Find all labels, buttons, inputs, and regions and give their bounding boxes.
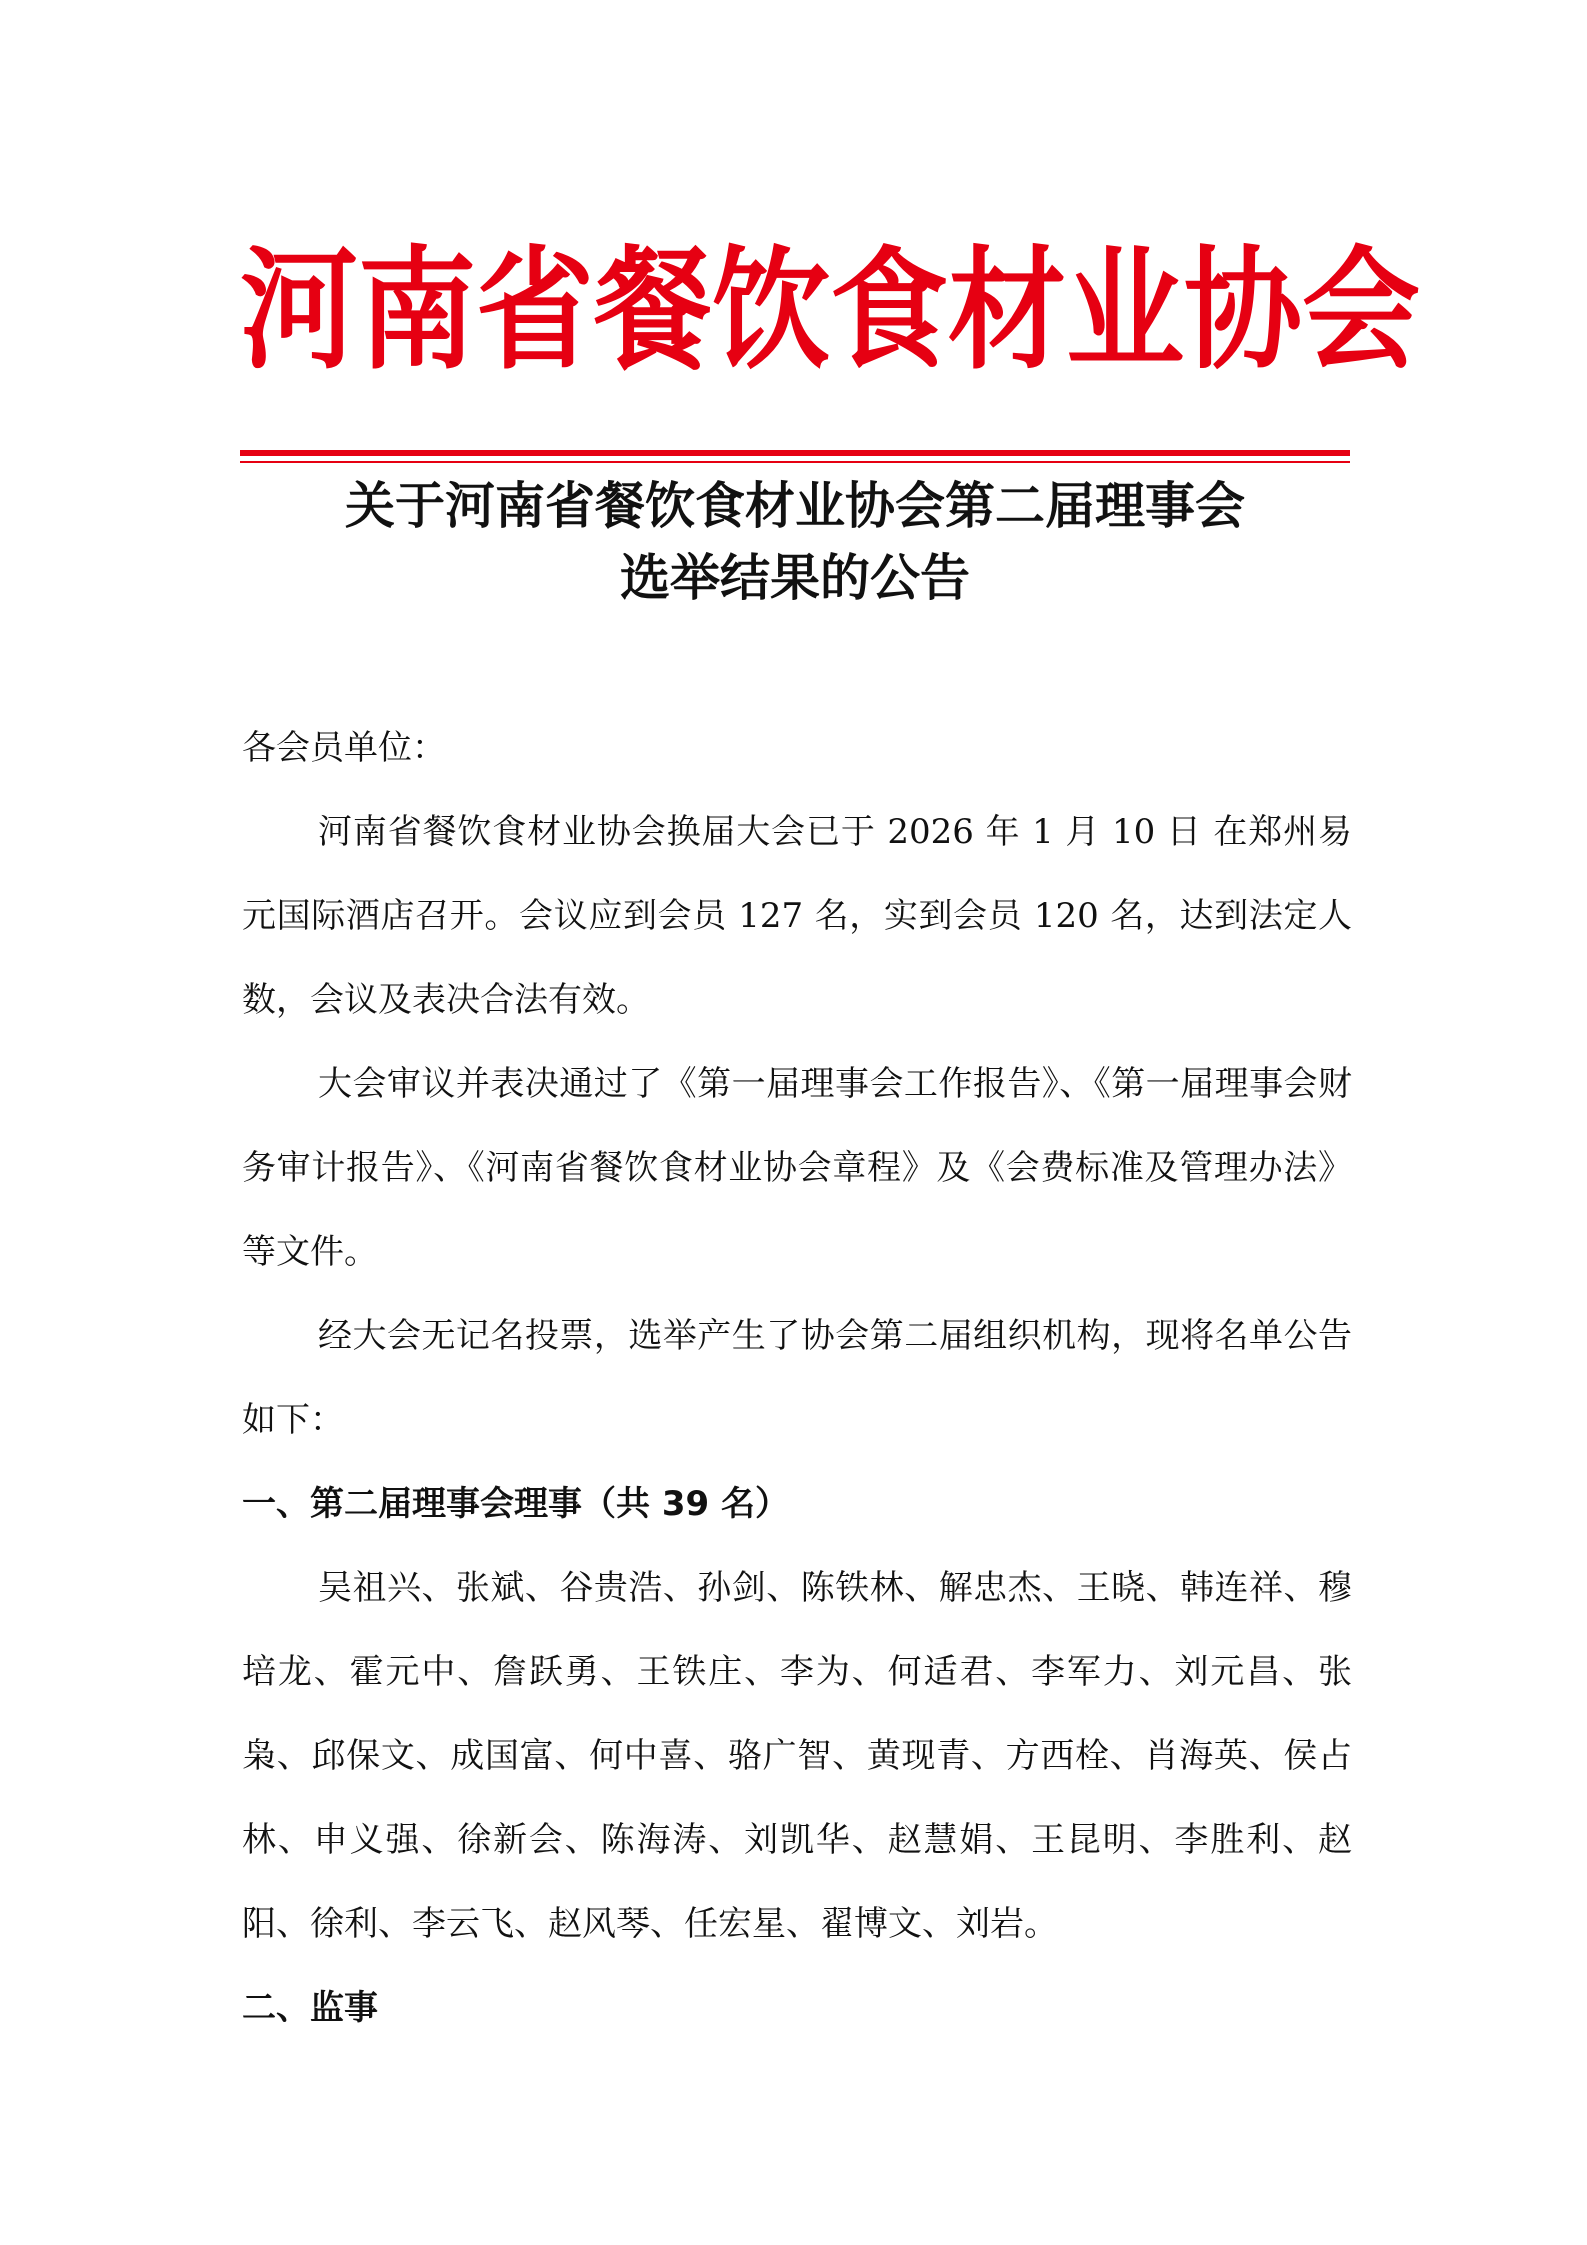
- section-heading-directors: 一、第二届理事会理事（共 39 名）: [242, 1484, 789, 1524]
- paragraph-approvals: 大会审议并表决通过了《第一届理事会工作报告》、《第一届理事会财务审计报告》、《河南省餐饮食材业协会章程》及《会费标准及管理办法》等文件。: [242, 1064, 1352, 1272]
- paragraph-meeting: 河南省餐饮食材业协会换届大会已于 2026 年 1 月 10 日 在郑州易元国际酒店召开。会议应到会员 127 名，实到会员 120 名，达到法定人数，会议及表决合法有效。: [242, 812, 1352, 1020]
- document-title: [240, 470, 1350, 614]
- title-line-2: 选举结果的公告: [620, 548, 970, 607]
- red-rule-thin: [240, 461, 1350, 463]
- red-rule-thick: [240, 450, 1350, 456]
- directors-name-list: 吴祖兴、张斌、谷贵浩、孙剑、陈铁林、解忠杰、王晓、韩连祥、穆培龙、霍元中、詹跃勇、王铁庄、李为、何适君、李军力、刘元昌、张枭、邱保文、成国富、何中喜、骆广智、黄现青、方西栓、肖海英、侯占林、申义强、徐新会、陈海涛、刘凯华、赵慧娟、王昆明、李胜利、赵阳、徐利、李云飞、赵风琴、任宏星、翟博文、刘岩。: [242, 1568, 1352, 1944]
- paragraph-election: 经大会无记名投票，选举产生了协会第二届组织机构，现将名单公告如下：: [242, 1316, 1352, 1440]
- salutation: 各会员单位：: [242, 728, 446, 768]
- section-heading-supervisors: 二、监事: [242, 1988, 378, 2028]
- title-line-1: 关于河南省餐饮食材业协会第二届理事会: [345, 476, 1245, 535]
- document-body: [242, 706, 1352, 2050]
- masthead-org-name: 河南省餐饮食材业协会: [240, 232, 1421, 388]
